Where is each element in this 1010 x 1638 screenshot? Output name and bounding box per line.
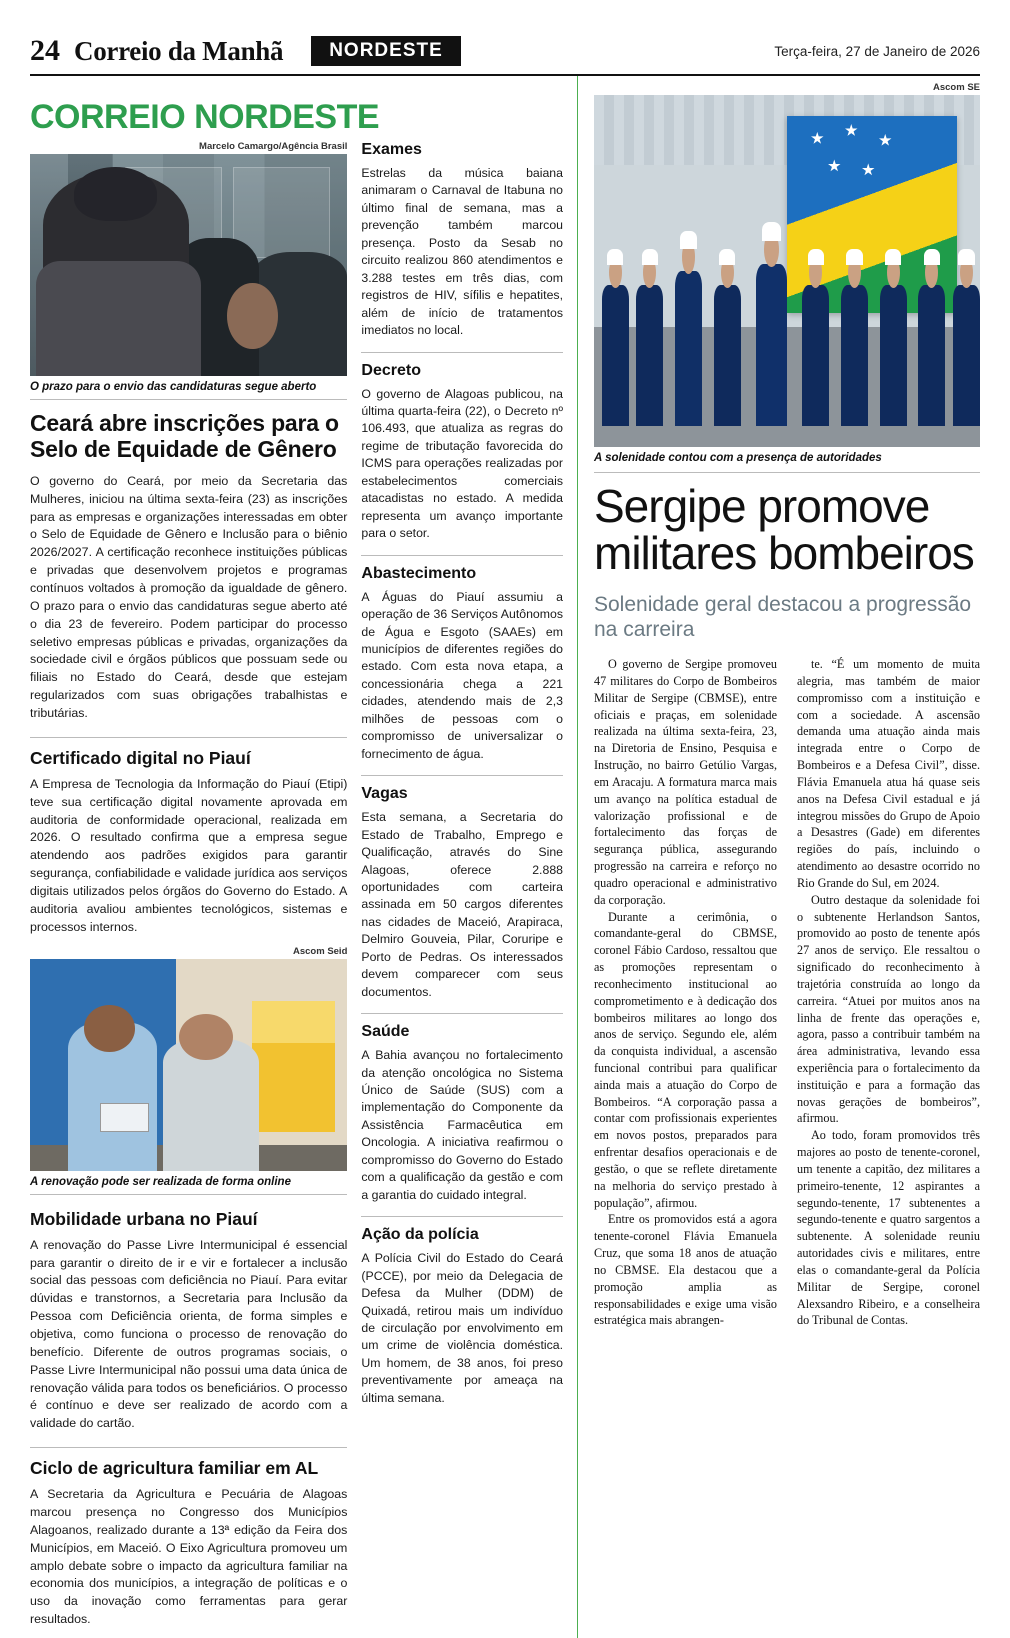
section-tag: NORDESTE <box>311 36 461 66</box>
paragraph: Entre os promovidos está a agora tenente-coronel Flávia Emanuela Cruz, que soma 18 anos de atuação no CBMSE. Ela destacou que a promoção amplia as responsabilidades e exige uma visão estratégica mais abrangen- <box>594 1212 777 1328</box>
right-section <box>578 76 980 1638</box>
left-column-briefs <box>361 141 563 1638</box>
paragraph: Ao todo, foram promovidos três majores ao posto de tenente-coronel, um tenente a capitão, dez militares a primeiro-tenente, 12 aspirantes a segundo-tenente, 17 subtenentes a segundo-tenente e quatro sargentos a subtenente. A solenidade reuniu autoridades civis e militares, entre elas o comandante-geral da Polícia Militar de Sergipe, coronel Alexsandro Ribeiro, e a conselheira do Tribunal de Contas. <box>797 1128 980 1328</box>
paragraph: te. “É um momento de muita alegria, mas também de maior compromisso com a instituição e com a sociedade. A ascensão demanda uma atuação ainda mais integrada entre o Corpo de Bombeiros e a Defesa Civil”, disse. Flávia Emanuela atua há quase seis anos na Defesa Civil estadual e já integrou missões do Grupo de Apoio a Desastres (Gade) em diferentes regiões do país, incluindo o atendimento ao desastre ocorrido no Rio Grande do Sul, em 2024. <box>797 657 980 890</box>
photo-mother-child <box>30 959 347 1171</box>
brief-title: Saúde <box>361 1013 563 1041</box>
brief-text: A Bahia avançou no fortalecimento da atenção oncológica no Sistema Único de Saúde (SUS) com a implementação do Componente da Assistência Farmacêutica em Oncologia. A iniciativa reafirmou o compromisso do Governo do Estado com a qualificação da gestão e com a garantia do cuidado integral. <box>361 1048 563 1202</box>
brief-text: Estrelas da música baiana animaram o Carnaval de Itabuna no último final de semana, mas a prevenção também marcou presença. Posto da Sesab no circuito realizou 860 atendimentos e 3.288 testes em três dias, com registros de HIV, sífilis e hepatites, além de início de tratamentos imediatos no local. <box>361 166 563 338</box>
photo1-caption: O prazo para o envio das candidaturas segue aberto <box>30 376 347 400</box>
brief-title: Exames <box>361 141 422 158</box>
photo-fire-brigade-ceremony <box>594 95 980 447</box>
left-section <box>30 76 578 1638</box>
story2-title: Certificado digital no Piauí <box>30 737 347 769</box>
right-article-body <box>594 656 980 1329</box>
brief-title: Ação da polícia <box>361 1216 563 1244</box>
photo1-credit: Marcelo Camargo/Agência Brasil <box>199 141 348 152</box>
story3-text: A renovação do Passe Livre Intermunicipal é essencial para garantir o direito de ir e vir e fortalecer a inclusão social das pessoas com deficiência no Piauí. Para evitar dúvidas e transtornos, a Secretaria para Inclusão da Pessoa com Deficiência orienta, de forma simples e objetiva, como funciona o processo de renovação do benefício. Diferente de outros programas sociais, o Passe Livre Intermunicipal não possui uma data única de renovação válida para todos os beneficiários. O processo é contínuo e deve ser realizado de acordo com a validade do cartão. <box>30 1237 348 1431</box>
paper-name: Correio da Manhã <box>74 35 284 66</box>
brief-title: Decreto <box>361 352 563 380</box>
page-number: 24 <box>30 34 60 67</box>
main-article-text: O governo do Ceará, por meio da Secretaria das Mulheres, iniciou na última sexta-feira (23) as inscrições para as empresas e organizações interessadas em obter o Selo de Equidade de Gênero e Inclusão para o biênio 2026/2027. A certificação reconhece instituições públicas e privadas que desenvolvem projetos e programas contínuos voltados à promoção da igualdade de gênero. O prazo para o envio das candidaturas segue aberto até o dia 23 de fevereiro. Podem participar do processo seletivo empresas públicas e privadas, organizações da sociedade civil e órgãos públicos que possuam sede ou filiais no Estado do Ceará, desde que estejam regularizados com suas obrigações trabalhistas e tributárias. <box>30 473 348 721</box>
main-headline: Ceará abre inscrições para o Selo de Equidade de Gênero <box>30 410 339 463</box>
right-subhead: Solenidade geral destacou a progressão na carreira <box>594 592 972 641</box>
brief-title: Vagas <box>361 775 563 803</box>
paragraph: O governo de Sergipe promoveu 47 militares do Corpo de Bombeiros Militar de Sergipe (CBMSE), entre oficiais e praças, em solenidade realizada na última sexta-feira, 23, na Diretoria de Ensino, Pesquisa e Instrução, no bairro Getúlio Vargas, em Aracaju. A formatura marca mais um avanço na política estadual de valorização profissional e de fortalecimento das forças de segurança pública, assegurando progressão na carreira e reforço no quadro operacional e administrativo da corporação. <box>594 657 777 907</box>
photo3-caption: A solenidade contou com a presença de autoridades <box>594 447 980 473</box>
photo2-caption: A renovação pode ser realizada de forma online <box>30 1171 347 1195</box>
story4-text: A Secretaria da Agricultura e Pecuária de Alagoas marcou presença no Congresso dos Municípios Alagoanos, realizado durante a 13ª edição da Feira dos Municípios, em Maceió. O Eixo Agricultura promoveu um amplo debate sobre o impacto da agricultura familiar na economia dos municípios, a integração de políticas e o uso da inovação como ferramentas para gerar resultados. <box>30 1487 348 1627</box>
brief-title: Abastecimento <box>361 555 563 583</box>
photo2-credit: Ascom Seid <box>293 945 348 957</box>
section-title: CORREIO NORDESTE <box>30 98 380 136</box>
paragraph: Outro destaque da solenidade foi o subtenente Herlandson Santos, promovido ao posto de tenente após 27 anos de serviço. Ele ressaltou o significado do reconhecimento à trajetória construída ao longo da carreira. “Atuei por muitos anos na linha de frente das operações e, agora, passo a contribuir também na área administrativa, levando essa experiência para o fortalecimento da instituição e para a formação das novas gerações de bombeiros”, afirmou. <box>797 892 980 1126</box>
story2-text: A Empresa de Tecnologia da Informação do Piauí (Etipi) teve sua certificação digital novamente aprovada em auditoria de conformidade operacional, realizada em 2026. O resultado confirma que a empresa segue atendendo aos padrões exigidos para garantir segurança, confiabilidade e validade jurídica aos serviços digitais utilizados pelos órgãos do Governo do Estado. A auditoria avaliou ambientes tecnológicos, sistemas e processos internos. <box>30 776 348 934</box>
brief-text: A Polícia Civil do Estado do Ceará (PCCE), por meio da Delegacia de Defesa da Mulher (DDM) de Quixadá, retirou mais um indivíduo de circulação por envolvimento em um crime de violência doméstica. Um homem, de 38 anos, foi preso preventivamente por ameaça na última semana. <box>361 1251 563 1405</box>
page-body <box>30 76 980 1638</box>
brief-text: O governo de Alagoas publicou, na última quarta-feira (22), o Decreto nº 106.493, que atualiza as regras do regime de tributação favorecida do ICMS para operações realizadas por estabelecimentos comerciais atacadistas no estado. A medida representa um avanço importante para o setor. <box>361 386 563 541</box>
masthead-date: Terça-feira, 27 de Janeiro de 2026 <box>774 43 980 59</box>
right-headline: Sergipe promove militares bombeiros <box>594 480 974 580</box>
story4-title: Ciclo de agricultura familiar em AL <box>30 1447 347 1479</box>
photo-queue-women <box>30 154 347 376</box>
brief-text: Esta semana, a Secretaria do Estado de Trabalho, Emprego e Qualificação, através do Sine Alagoas, oferece 2.888 oportunidades com carteira assinada em 50 cargos diferentes nas cidades de Maceió, Arapiraca, Delmiro Gouveia, Pilar, Coruripe e Porto de Pedras. Os interessados devem comparecer com seus documentos. <box>361 810 563 999</box>
masthead <box>30 0 980 72</box>
photo3-credit: Ascom SE <box>933 82 980 93</box>
story3-title: Mobilidade urbana no Piauí <box>30 1208 258 1229</box>
paragraph: Durante a cerimônia, o comandante-geral do CBMSE, coronel Fábio Cardoso, ressaltou que as promoções representam o reconhecimento institucional ao comprometimento e à dedicação dos bombeiros militares ao longo dos anos de serviço. Segundo ele, além da conquista individual, a ascensão funcional contribui para qualificar ainda mais a atuação do Corpo de Bombeiros. “A corporação passa a contar com profissionais experientes em novos postos, preparados para enfrentar desafios operacionais e de gestão, o que se reflete diretamente na melhoria do serviço prestado à população”, afirmou. <box>594 909 777 1210</box>
left-column-a <box>30 141 347 1638</box>
brief-text: A Águas do Piauí assumiu a operação de 36 Serviços Autônomos de Água e Esgoto (SAAEs) em municípios de diferentes regiões do estado. Com esta nova etapa, a concessionária chega a 221 cidades, atendendo mais de 2,3 milhões de pessoas com o compromisso de universalizar o fornecimento de água. <box>361 589 563 761</box>
